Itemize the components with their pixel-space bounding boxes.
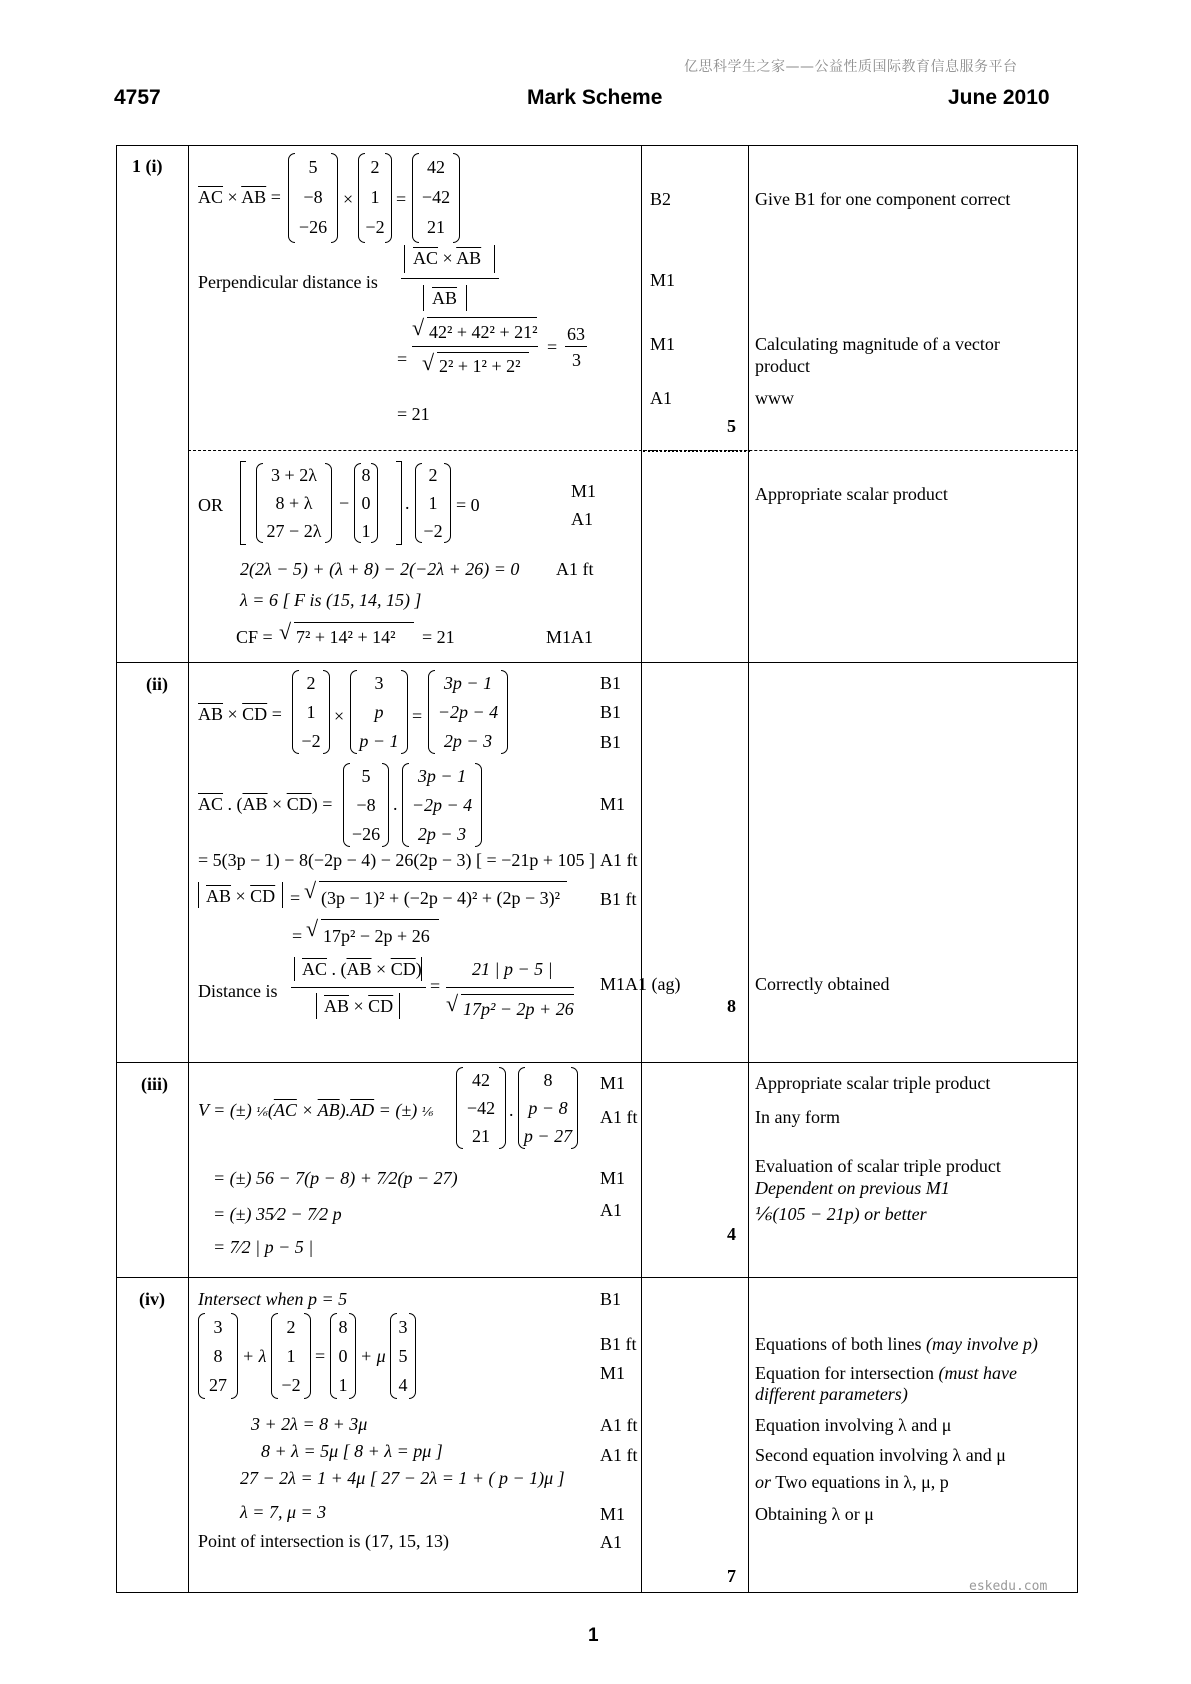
equation: 17p² − 2p + 26	[323, 926, 430, 946]
math-operator: =	[397, 349, 408, 369]
column-divider	[188, 145, 189, 1593]
fraction-denominator: $\overline{AB}$	[432, 288, 458, 308]
column-divider	[641, 145, 642, 1593]
fraction-numerator: $\overline{AC}$ . $(\overline{AB} \times \overline{CD})$	[302, 959, 422, 979]
mark: M1	[600, 794, 626, 814]
mark: A1 ft	[600, 850, 638, 870]
column-vector: 2 1 −2	[271, 1313, 311, 1399]
comment: ⅙(105 − 21p) or better	[755, 1204, 927, 1224]
math-operator: =	[547, 337, 558, 357]
mark-total: 7	[727, 1566, 736, 1586]
column-vector: 5 −8 −26	[343, 763, 389, 847]
mark: A1	[650, 388, 672, 408]
or-divider	[188, 450, 1078, 451]
column-vector: 3p − 1 −2p − 4 2p − 3	[402, 763, 482, 847]
equation: Intersect when p = 5	[198, 1289, 348, 1309]
comment: Give B1 for one component correct	[755, 189, 1011, 209]
row-divider	[116, 1062, 1078, 1063]
question-label: 1 (i)	[132, 156, 163, 176]
magnitude-denominator: 2² + 1² + 2²	[439, 356, 521, 376]
row-divider	[116, 1277, 1078, 1278]
mark: M1	[600, 1504, 626, 1524]
column-vector: 3 p p − 1	[350, 670, 408, 754]
math-expression: $\overline{AB} \times \overline{CD}$ =	[198, 704, 282, 724]
or-divider-marks	[643, 450, 750, 452]
comment: Obtaining λ or μ	[755, 1504, 874, 1524]
column-vector: 3 8 27	[198, 1313, 238, 1399]
mark: B1 ft	[600, 889, 637, 909]
comment: Equation involving λ and μ	[755, 1415, 952, 1435]
column-vector: 2 1 −2	[415, 463, 451, 543]
magnitude-numerator: 42² + 42² + 21²	[429, 322, 538, 342]
fraction-denominator: 3	[572, 350, 581, 370]
column-vector: 3p − 1 −2p − 4 2p − 3	[428, 670, 508, 754]
table-border	[116, 145, 117, 1593]
page-title: Mark Scheme	[527, 86, 663, 109]
fraction-numerator: 63	[567, 324, 585, 344]
comment: different parameters)	[755, 1384, 908, 1404]
watermark-text: 亿思科学生之家——公益性质国际教育信息服务平台	[684, 59, 1018, 75]
column-vector: 8 0 1	[330, 1313, 356, 1399]
fraction-denominator: $\overline{AB} \times \overline{CD}$	[324, 996, 394, 1016]
mark: A1 ft	[556, 559, 594, 579]
comment: Correctly obtained	[755, 974, 890, 994]
watermark-url: eskedu.com	[969, 1579, 1048, 1594]
table-border	[116, 1592, 1078, 1593]
equation: = 7⁄2 | p − 5 |	[213, 1237, 314, 1257]
exam-date: June 2010	[948, 86, 1050, 109]
equation: λ = 6 [ F is (15, 14, 15) ]	[240, 590, 422, 610]
column-divider	[748, 145, 749, 450]
mark-scheme-table: 1 (i) $\overline{AC} \times \overline{AB}$ = 5 −8 −26 × 2 1 −2 = 42 −42 21 Perpendicular distance is $\overline{AC} \times \overline{AB}$ $\overline{AB}$ = √ 42² + 42² + 21² √ 2² + 1² + 2² = 63 3 = 21 B2 M1 M1 A1 5 Give B1 for one component correct Calculating magnitude of a vector product www OR 3 + 2λ 8 + λ 27 − 2λ − 8 0 1 . 2 1 −2 = 0 2(2λ − 5) + (λ + 8) − 2(−2λ + 26) = 0 λ = 6 [ F is (15, 14, 15) ] CF = √ 7² + 14² + 14² = 21 M1 A1 A1 ft M1A1 Appropriate scalar product (ii) $\overline{AB} \times \overline{CD}$ = 2 1 −2 × 3 p p − 1 = 3p − 1 −2p − 4 2p − 3 $\overline{AC}$ . $(\overline{AB} \times \overline{CD})$ = 5 −8 −26 . 3p − 1 −2p − 4 2p − 3 = 5(3p − 1) − 8(−2p − 4) − 26(2p − 3) [ = −21p + 105 ] $\overline{AB} \times \overline{CD}$ = √ (3p − 1)² + (−2p − 4)² + (2p − 3)² = √ 17p² − 2p + 26 Distance is $\overline{AC}$ . $(\overline{AB} \times \overline{CD})$ $\overline{AB} \times \overline{CD}$ = 21 | p − 5 | √ 17p² − 2p + 26 B1 B1 B1 M1 A1 ft B1 ft M1A1 (ag) 8 Correctly obtained (iii) V = (±) $\frac{1}{6}(\overline{AC} \times \overline{AB}).\overline{AD}$ = (±) ⅙ 42 −42 21 . 8 p − 8 p − 27 = (±) 56 − 7(p − 8) + 7⁄2(p − 27) = (±) 35⁄2 − 7⁄2 p = 7⁄2 | p − 5 | M1 A1 ft M1 A1 4 Appropriate scalar triple product In any form Evaluation of scalar triple product Dependent on previous M1 ⅙(105 − 21p) or better (iv) Intersect when p = 5 3 8 27 + λ 2 1 −2 = 8 0 1 + μ 3 5 4 3 + 2λ = 8 + 3μ 8 + λ = 5μ [ 8 + λ = pμ ] 27 − 2λ = 1 + 4μ [ 27 − 2λ = 1 + ( p − 1)μ ] λ = 7, μ = 3 Point of intersection is (17, 15, 13) B1 B1 ft M1 A1 ft A1 ft M1 A1 7 Equations of both lines (may involve p) Equation for intersection (must have different parameters) Equation involving λ and μ Second equation involving λ and μ or Two equations in λ, μ, p Obtaining λ or μ	[116, 145, 1078, 1593]
comment: www	[755, 388, 794, 408]
equation: (3p − 1)² + (−2p − 4)² + (2p − 3)²	[321, 888, 561, 908]
mark: B1	[600, 732, 622, 752]
mark: A1	[600, 1200, 622, 1220]
equation: Point of intersection is (17, 15, 13)	[198, 1531, 449, 1551]
equation: = (±) 35⁄2 − 7⁄2 p	[213, 1204, 342, 1224]
mark: M1	[600, 1073, 626, 1093]
column-vector: 3 5 4	[390, 1313, 416, 1399]
mark: B1	[600, 1289, 622, 1309]
row-divider	[116, 662, 1078, 663]
equation: 8 + λ = 5μ [ 8 + λ = pμ ]	[261, 1441, 443, 1461]
equation: 2(2λ − 5) + (λ + 8) − 2(−2λ + 26) = 0	[240, 559, 520, 579]
comment: Dependent on previous M1	[755, 1178, 950, 1198]
column-vector: 2 1 −2	[358, 153, 392, 243]
math-expression: $\overline{AC}$ . $(\overline{AB} \times \overline{CD})$ =	[198, 794, 333, 814]
paper-code: 4757	[114, 86, 161, 109]
page-number: 1	[588, 1625, 599, 1646]
comment: Equation for intersection (must have	[755, 1363, 1017, 1383]
math-operator: ×	[343, 189, 354, 209]
perpendicular-label: Perpendicular distance is	[198, 272, 378, 292]
mark: A1	[600, 1532, 622, 1552]
column-vector: 42 −42 21	[412, 153, 460, 243]
comment: In any form	[755, 1107, 840, 1127]
mark: A1 ft	[600, 1107, 638, 1127]
mark: M1A1	[546, 627, 594, 647]
mark-total: 5	[727, 416, 736, 436]
comment: Appropriate scalar product	[755, 484, 948, 504]
comment: Calculating magnitude of a vector	[755, 334, 1000, 354]
comment: Equations of both lines (may involve p)	[755, 1334, 1038, 1354]
column-vector: 5 −8 −26	[288, 153, 338, 243]
equation: 27 − 2λ = 1 + 4μ [ 27 − 2λ = 1 + ( p − 1)μ ]	[240, 1468, 565, 1488]
comment: or Two equations in λ, μ, p	[755, 1472, 949, 1492]
comment: Evaluation of scalar triple product	[755, 1156, 1001, 1176]
table-border	[116, 145, 1078, 146]
mark: M1	[650, 270, 676, 290]
mark: A1 ft	[600, 1415, 638, 1435]
mark: M1A1 (ag)	[600, 974, 681, 994]
or-label: OR	[198, 495, 224, 515]
column-divider	[748, 450, 749, 1593]
table-border	[1077, 145, 1078, 1593]
mark: M1	[650, 334, 676, 354]
column-vector: 42 −42 21	[456, 1067, 506, 1149]
mark: M1	[600, 1168, 626, 1188]
column-vector: 8 p − 8 p − 27	[518, 1067, 578, 1149]
mark: B2	[650, 189, 672, 209]
mark: B1	[600, 702, 622, 722]
equation: λ = 7, μ = 3	[240, 1502, 327, 1522]
comment: Second equation involving λ and μ	[755, 1445, 1006, 1465]
mark: A1	[571, 509, 593, 529]
equation: 3 + 2λ = 8 + 3μ	[251, 1414, 368, 1434]
equation: CF =	[236, 627, 273, 647]
mark: M1	[571, 481, 597, 501]
question-label: (iv)	[139, 1289, 165, 1309]
comment: Appropriate scalar triple product	[755, 1073, 991, 1093]
mark: B1 ft	[600, 1334, 637, 1354]
mark: A1 ft	[600, 1445, 638, 1465]
mark: M1	[600, 1363, 626, 1383]
mark-total: 4	[727, 1224, 736, 1244]
fraction-numerator: $\overline{AC} \times \overline{AB}$	[413, 248, 482, 268]
comment: product	[755, 356, 810, 376]
math-operator: =	[396, 189, 407, 209]
equation: = (±) 56 − 7(p − 8) + 7⁄2(p − 27)	[213, 1168, 458, 1188]
question-label: (ii)	[146, 674, 168, 694]
column-vector: 2 1 −2	[292, 670, 330, 754]
distance-label: Distance is	[198, 981, 278, 1001]
fraction-denominator: 17p² − 2p + 26	[463, 999, 574, 1019]
math-expression: $\overline{AB} \times \overline{CD}$	[206, 886, 276, 906]
mark: B1	[600, 673, 622, 693]
result: = 21	[397, 404, 430, 424]
equation: = 5(3p − 1) − 8(−2p − 4) − 26(2p − 3) [ = −21p + 105 ]	[198, 850, 595, 870]
column-vector: 3 + 2λ 8 + λ 27 − 2λ	[256, 463, 332, 543]
fraction-numerator: 21 | p − 5 |	[472, 959, 553, 979]
mark-total: 8	[727, 996, 736, 1016]
column-vector: 8 0 1	[354, 463, 378, 543]
math-expression: $\overline{AC} \times \overline{AB}$ =	[198, 187, 281, 207]
question-label: (iii)	[141, 1074, 168, 1094]
equation: V = (±) $\frac{1}{6}(\overline{AC} \times \overline{AB}).\overline{AD}$ = (±) ⅙	[198, 1100, 434, 1120]
